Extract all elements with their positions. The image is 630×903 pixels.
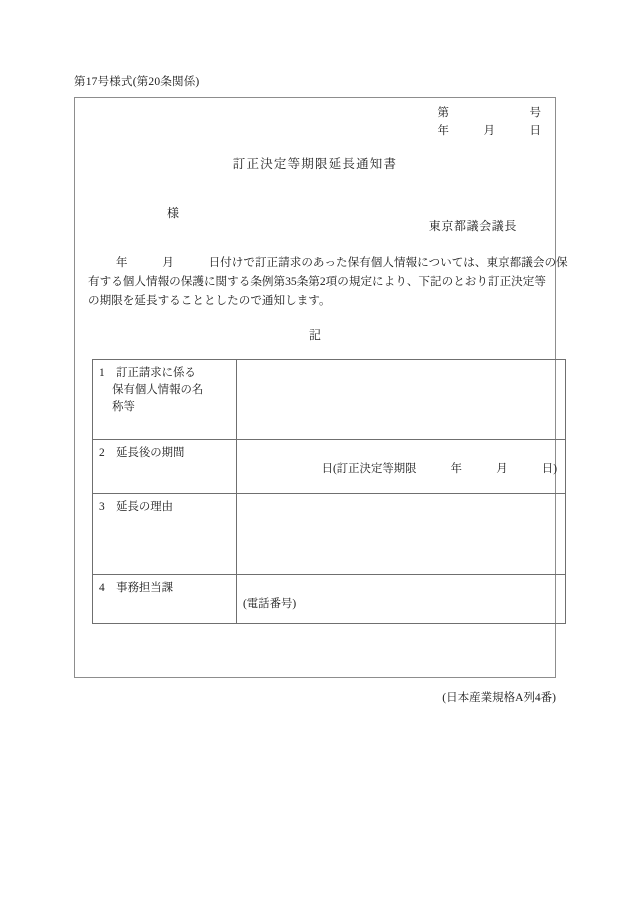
issuer-name: 東京都議会議長 [428,219,517,233]
document-meta-block [438,105,542,141]
item-label-line: 1 訂正請求に係る [99,367,196,379]
body-line-3: の期限を延長することとしたので通知します。 [88,293,331,307]
document-date-line: 年 月 日 [437,124,541,137]
table-row [93,494,566,575]
paper-size-note: (日本産業規格A列4番) [442,692,556,704]
item-label-line: 保有個人情報の名 [112,383,204,396]
document-frame [74,97,568,678]
item-label-line: 称等 [112,400,135,413]
table-row [93,575,566,624]
item-label-cell-3 [93,494,237,575]
addressee-honorific: 様 [167,206,180,220]
item-label-cell-4 [93,575,237,624]
body-line-2: 有する個人情報の保護に関する条例第35条第2項の規定により、下記のとおり訂正決定等 [88,274,546,288]
item-table [92,359,566,624]
table-row [93,360,566,440]
item-label-line: 4 事務担当課 [99,582,174,594]
form-number: 第17号様式(第20条関係) [74,76,200,88]
body-line-1: 年 月 日付けで訂正請求のあった保有個人情報については、東京都議会の保 [115,256,568,269]
body-paragraph [88,254,568,310]
item-label-line: 3 延長の理由 [99,501,174,513]
item-value-cell-2[interactable] [237,440,566,494]
item-label-cell-1 [93,360,237,440]
page-title: 訂正決定等期限延長通知書 [232,157,398,171]
item-label-cell-2 [93,440,237,494]
item-label-line: 2 延長後の期間 [99,447,185,459]
phone-number-label: (電話番号) [243,598,297,610]
item-value-cell-3[interactable] [237,494,566,575]
extended-deadline-text: 日(訂正決定等期限 年 月 日) [321,463,557,475]
ki-marker: 記 [308,328,321,342]
item-value-cell-1[interactable] [237,360,566,440]
table-row [93,440,566,494]
document-number-line: 第 号 [437,107,541,119]
item-value-cell-4[interactable] [237,575,566,624]
